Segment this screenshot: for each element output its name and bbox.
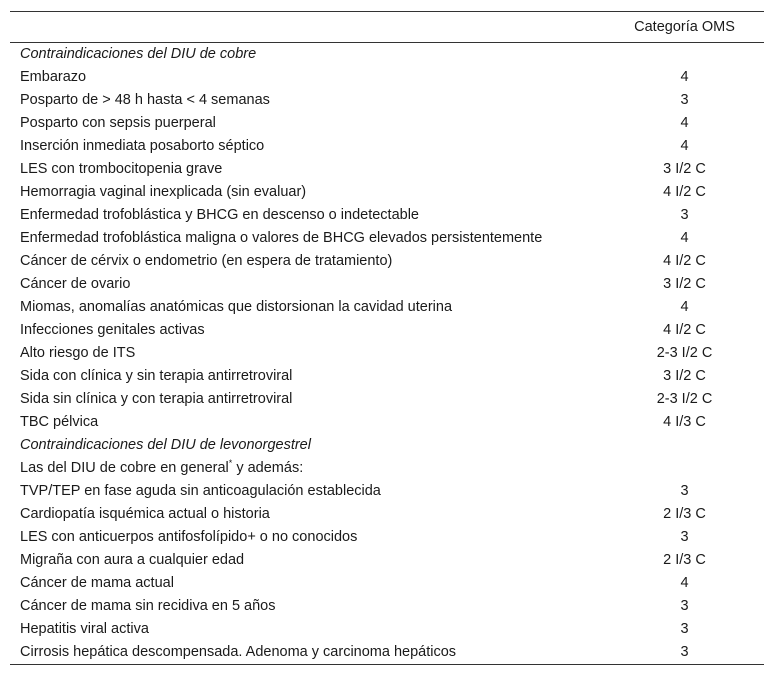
table-header [10,12,764,43]
section-empty-cell [605,457,764,480]
row-label: Posparto de > 48 h hasta < 4 semanas [20,92,270,108]
table-row [10,572,764,595]
row-label: TBC pélvica [20,414,99,430]
row-label: Hepatitis viral activa [20,621,149,637]
table-row [10,365,764,388]
table-body [10,43,764,665]
footnote-marker: * [228,458,233,469]
row-label: Cáncer de mama sin recidiva en 5 años [20,598,276,614]
row-value: 4 I/2 C [663,184,706,200]
table-row [10,89,764,112]
section-title-copper: Contraindicaciones del DIU de cobre [20,46,257,62]
contraindications-table [10,11,764,665]
row-value: 4 [680,575,689,591]
row-label: LES con anticuerpos antifosfolípido+ o no conocidos [20,529,358,545]
section-heading-row [10,43,764,67]
section-heading-row [10,434,764,457]
row-value: 4 [680,69,689,85]
row-value: 2 I/3 C [663,552,706,568]
row-label: Cáncer de cérvix o endometrio (en espera de tratamiento) [20,253,393,269]
table-row [10,158,764,181]
table-row [10,342,764,365]
header-label-cell [10,12,605,43]
table-row [10,503,764,526]
table-row [10,204,764,227]
row-value: 2-3 I/2 C [656,391,713,407]
table-row [10,411,764,434]
table-row [10,319,764,342]
section-empty-cell [605,43,764,67]
row-value: 4 [680,115,689,131]
row-value: 4 I/2 C [663,322,706,338]
section-title-levonorgestrel: Contraindicaciones del DIU de levonorgestrel [20,437,311,453]
intro-text: Las del DIU de cobre en general [20,460,229,476]
row-value: 3 [680,529,689,545]
table-row [10,135,764,158]
table-row [10,273,764,296]
row-label: Posparto con sepsis puerperal [20,115,216,131]
table-row [10,227,764,250]
row-label: TVP/TEP en fase aguda sin anticoagulación establecida [20,483,381,499]
row-label: Inserción inmediata posaborto séptico [20,138,265,154]
row-value: 3 [680,598,689,614]
table-row [10,112,764,135]
row-label: Cáncer de ovario [20,276,131,292]
contraindications-table-container [10,11,764,665]
row-label: Enfermedad trofoblástica maligna o valores de BHCG elevados persistentemente [20,230,543,246]
table-row [10,595,764,618]
row-value: 3 [680,207,689,223]
intro-text-tail: y además: [232,460,304,476]
row-value: 4 I/3 C [663,414,706,430]
row-label: Embarazo [20,69,87,85]
header-who-category: Categoría OMS [634,19,735,35]
row-value: 3 I/2 C [663,276,706,292]
row-label: Hemorragia vaginal inexplicada (sin evaluar) [20,184,307,200]
row-label: Infecciones genitales activas [20,322,205,338]
row-label: Migraña con aura a cualquier edad [20,552,245,568]
row-value: 3 I/2 C [663,368,706,384]
row-label: Alto riesgo de ITS [20,345,136,361]
row-label: Enfermedad trofoblástica y BHCG en descenso o indetectable [20,207,419,223]
row-value: 4 I/2 C [663,253,706,269]
row-value: 4 [680,138,689,154]
section-intro [10,457,605,480]
section-intro-row [10,457,764,480]
row-value: 2 I/3 C [663,506,706,522]
row-value: 3 [680,92,689,108]
table-row [10,66,764,89]
header-row [10,12,764,43]
table-row [10,250,764,273]
table-row [10,641,764,665]
row-label: Sida con clínica y sin terapia antirretroviral [20,368,293,384]
row-label: Sida sin clínica y con terapia antirretroviral [20,391,293,407]
section-empty-cell [605,434,764,457]
row-label: LES con trombocitopenia grave [20,161,223,177]
row-label: Miomas, anomalías anatómicas que distorsionan la cavidad uterina [20,299,453,315]
row-value: 3 I/2 C [663,161,706,177]
row-label: Cirrosis hepática descompensada. Adenoma y carcinoma hepáticos [20,644,457,660]
row-value: 3 [680,483,689,499]
row-value: 3 [680,621,689,637]
row-value: 4 [680,299,689,315]
table-row [10,549,764,572]
table-row [10,296,764,319]
table-row [10,526,764,549]
table-row [10,618,764,641]
table-row [10,480,764,503]
row-value: 4 [680,230,689,246]
row-value: 3 [680,644,689,660]
row-value: 2-3 I/2 C [656,345,713,361]
row-label: Cáncer de mama actual [20,575,174,591]
row-label: Cardiopatía isquémica actual o historia [20,506,270,522]
table-row [10,181,764,204]
table-row [10,388,764,411]
